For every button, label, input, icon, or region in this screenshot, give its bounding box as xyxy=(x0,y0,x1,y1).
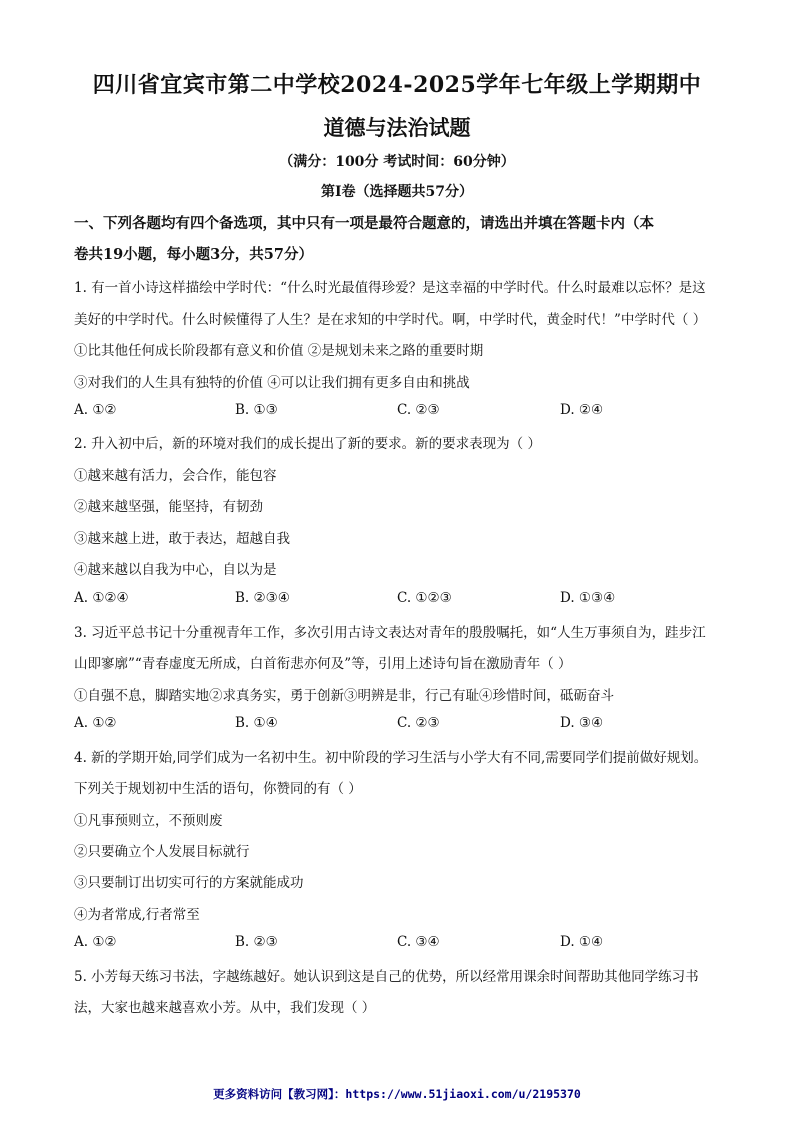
q4-option-b: B. ②③ xyxy=(235,934,278,950)
q2-option-a: A. ①②④ xyxy=(74,590,129,606)
q5-stem-line2: 法，大家也越来越喜欢小芳。从中，我们发现（ ） xyxy=(74,1000,376,1016)
q3-items: ①自强不息，脚踏实地②求真务实，勇于创新③明辨是非，行己有耻④珍惜时间，砥砺奋斗 xyxy=(74,688,614,704)
q1-option-a: A. ①② xyxy=(74,402,117,418)
q1-option-d: D. ②④ xyxy=(560,402,604,418)
q1-option-b: B. ①③ xyxy=(235,402,278,418)
q3-option-d: D. ③④ xyxy=(560,715,604,731)
q1-stem-line1: 1. 有一首小诗这样描绘中学时代：“什么时光最值得珍爱？是这幸福的中学时代。什么时最难以忘怀？是这 xyxy=(74,280,706,296)
q4-item-2: ②只要确立个人发展目标就行 xyxy=(74,844,250,860)
q3-option-a: A. ①② xyxy=(74,715,117,731)
q2-item-1: ①越来越有活力，会合作，能包容 xyxy=(74,468,277,484)
q4-option-a: A. ①② xyxy=(74,934,117,950)
q1-item-line2: ③对我们的人生具有独特的价值 ④可以让我们拥有更多自由和挑战 xyxy=(74,375,470,391)
q2-item-4: ④越来越以自我为中心，自以为是 xyxy=(74,562,277,578)
q2-item-3: ③越来越上进，敢于表达，超越自我 xyxy=(74,531,290,547)
footer-link[interactable]: 更多资料访问【教习网】：https://www.51jiaoxi.com/u/2195370 xyxy=(213,1087,581,1101)
exam-meta: （满分：100分 考试时间：60分钟） xyxy=(279,154,515,170)
q1-stem-line2: 美好的中学时代。什么时候懂得了人生？是在求知的中学时代。啊，中学时代，黄金时代！”中学时代（ ） xyxy=(74,312,707,328)
q2-option-d: D. ①③④ xyxy=(560,590,616,606)
exam-title: 四川省宜宾市第二中学校2024-2025学年七年级上学期期中 xyxy=(92,72,702,98)
q2-option-b: B. ②③④ xyxy=(235,590,290,606)
q4-item-3: ③只要制订出切实可行的方案就能成功 xyxy=(74,875,304,891)
q1-item-line1: ①比其他任何成长阶段都有意义和价值 ②是规划未来之路的重要时期 xyxy=(74,343,484,359)
q4-stem-line2: 下列关于规划初中生活的语句，你赞同的有（ ） xyxy=(74,781,362,797)
q2-item-2: ②越来越坚强，能坚持，有韧劲 xyxy=(74,499,263,515)
volume-heading: 第Ⅰ卷（选择题共57分） xyxy=(320,184,474,200)
q3-option-c: C. ②③ xyxy=(397,715,440,731)
q4-stem-line1: 4. 新的学期开始,同学们成为一名初中生。初中阶段的学习生活与小学大有不同,需要同学们提前做好规划。 xyxy=(74,750,708,766)
exam-subject: 道德与法治试题 xyxy=(323,115,471,140)
q2-stem: 2. 升入初中后，新的环境对我们的成长提出了新的要求。新的要求表现为（ ） xyxy=(74,436,541,452)
q5-stem-line1: 5. 小芳每天练习书法，字越练越好。她认识到这是自己的优势，所以经常用课余时间帮助其他同学练习书 xyxy=(74,969,699,985)
q4-option-d: D. ①④ xyxy=(560,934,604,950)
q4-item-4: ④为者常成,行者常至 xyxy=(74,907,200,923)
q3-stem-line1: 3. 习近平总书记十分重视青年工作，多次引用古诗文表达对青年的殷殷嘱托，如“人生万事须自为，跬步江 xyxy=(74,625,706,641)
q4-option-c: C. ③④ xyxy=(397,934,440,950)
q1-option-c: C. ②③ xyxy=(397,402,440,418)
q3-stem-line2: 山即寥廓”“青春虚度无所成，白首衔悲亦何及”等，引用上述诗句旨在激励青年（ ） xyxy=(74,656,572,672)
section-instruction-line2: 卷共19小题，每小题3分，共57分） xyxy=(74,246,313,263)
section-instruction-line1: 一、下列各题均有四个备选项，其中只有一项是最符合题意的，请选出并填在答题卡内（本 xyxy=(74,215,654,232)
q2-option-c: C. ①②③ xyxy=(397,590,452,606)
q3-option-b: B. ①④ xyxy=(235,715,278,731)
q4-item-1: ①凡事预则立，不预则废 xyxy=(74,813,223,829)
